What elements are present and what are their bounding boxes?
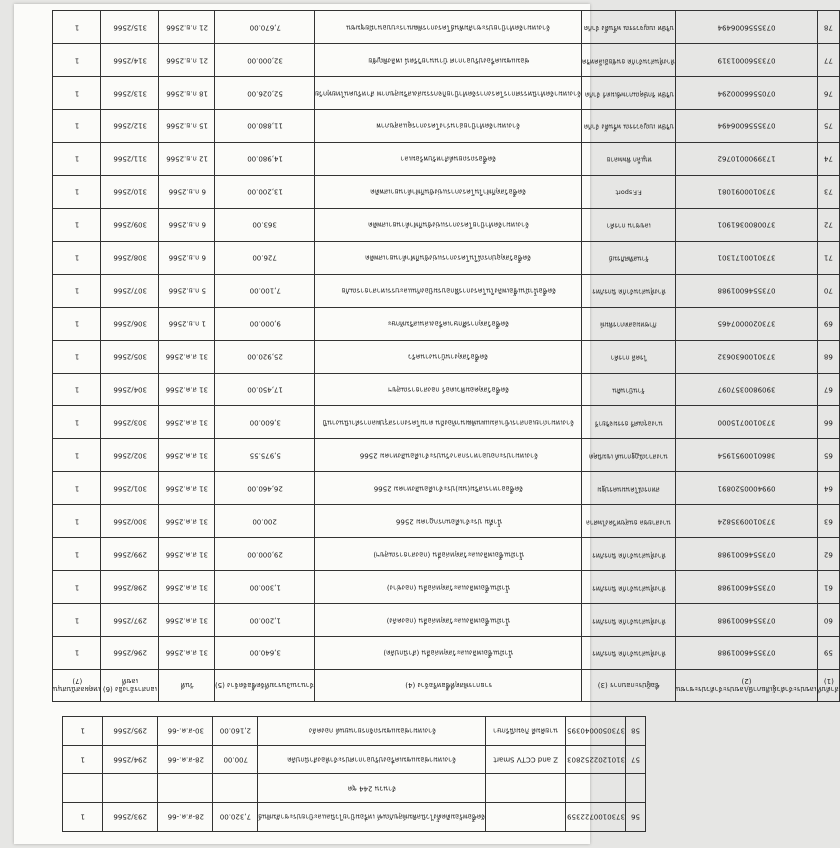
top-field-row-vendor bbox=[486, 717, 566, 832]
cell-amount: 17,450.00 bbox=[215, 373, 315, 406]
top-field-row-item bbox=[258, 717, 486, 832]
cell-vendor: ก๊าซหมอสตการพิมพ์ bbox=[582, 307, 676, 340]
top-cell-reason: 1 bbox=[63, 717, 103, 746]
cell-reason: 1 bbox=[53, 274, 101, 307]
cell-item: จัดซื้อวัสดุงานบ้านงานครัว bbox=[315, 340, 582, 373]
cell-date: 31 ส.ค.2566 bbox=[159, 604, 215, 637]
cell-tax_id: 3730100935824 bbox=[676, 505, 817, 538]
cell-amount: 9,000.00 bbox=[215, 307, 315, 340]
cell-reason: 1 bbox=[53, 77, 101, 110]
continuation-table bbox=[62, 716, 646, 832]
cell-no: 78 bbox=[817, 11, 840, 44]
cell-tax_id: 3700800361901 bbox=[676, 208, 817, 241]
cell-vendor: นางสาวณัฏฐกานต์ เขมนิคุต bbox=[582, 439, 676, 472]
cell-tax_id: 0733560001319 bbox=[676, 44, 817, 77]
cell-tax_id: 3860100951954 bbox=[676, 439, 817, 472]
top-cell-date bbox=[158, 774, 213, 803]
cell-date: 6 ก.ย.2566 bbox=[159, 208, 215, 241]
cell-ref: 314/2566 bbox=[101, 44, 159, 77]
cell-tax_id: 0735546001988 bbox=[676, 274, 817, 307]
top-cell-vendor bbox=[486, 774, 566, 803]
cell-vendor: ห้างหุ้นส่วนจำกัด นิกรภัทร bbox=[582, 538, 676, 571]
cell-item: น้ำมันเชื้อเพลิงและวัสดุหล่อลื่น (กองสาธารณสุขฯ) bbox=[315, 538, 582, 571]
top-cell-date: 30-ส.ค.-66 bbox=[158, 717, 213, 746]
rotated-content bbox=[14, 4, 840, 844]
top-cell-reason: 1 bbox=[63, 745, 103, 774]
cell-date: 1 ก.ย.2566 bbox=[159, 307, 215, 340]
cell-no: 61 bbox=[817, 571, 840, 604]
header-text-vendor: ชื่อผู้ประกอบการ (3) bbox=[597, 681, 660, 690]
procurement-table bbox=[52, 10, 840, 702]
cell-amount: 1,200.00 bbox=[215, 604, 315, 637]
cell-ref: 300/2566 bbox=[101, 505, 159, 538]
cell-ref: 303/2566 bbox=[101, 406, 159, 439]
cell-date: 18 ก.ย.2566 bbox=[159, 77, 215, 110]
cell-item: จัดซื้อวัสดุอุปกรณ์ในโครงการแข่งขันกีฬาต้านยาเสพติด bbox=[315, 241, 582, 274]
cell-item: จ้างเหมาประกอบอาหารกลางวันประจำเดือนสิงหาคม 2566 bbox=[315, 439, 582, 472]
top-cell-amount bbox=[213, 774, 258, 803]
cell-ref: 315/2566 bbox=[101, 11, 159, 44]
cell-ref: 308/2566 bbox=[101, 241, 159, 274]
cell-vendor: นางอรุณศรี ธรรมจริยารี bbox=[582, 406, 676, 439]
cell-amount: 200.00 bbox=[215, 505, 315, 538]
cell-item: จัดซื้อน้ำมันเชื้อเพลิงในโครงการฝึกอบรมป้องกันและบรรเทาสาธารณภัย bbox=[315, 274, 582, 307]
cell-date: 31 ส.ค.2566 bbox=[159, 340, 215, 373]
cell-no: 70 bbox=[817, 274, 840, 307]
cell-reason: 1 bbox=[53, 571, 101, 604]
cell-reason: 1 bbox=[53, 406, 101, 439]
top-cell-date: 28-ส.ค.-66 bbox=[158, 803, 213, 832]
header-vendor bbox=[582, 670, 676, 702]
cell-no: 65 bbox=[817, 439, 840, 472]
cell-item: จัดซื้อวัสดุคอมพิวเตอร์ กองสาธารณสุขฯ bbox=[315, 373, 582, 406]
cell-item: จ้างเหมาจัดทำป้ายประชาสัมพันธ์โครงการพัฒนาระบบอนามัยชุมชน bbox=[315, 11, 582, 44]
cell-date: 5 ก.ย.2566 bbox=[159, 274, 215, 307]
top-cell-item: จ้างเหมาซ่อมแซมเครื่องปรับอากาศประจำห้องสำนักปลัด bbox=[258, 745, 486, 774]
cell-date: 31 ส.ค.2566 bbox=[159, 373, 215, 406]
field-row-ref bbox=[101, 11, 159, 702]
cell-ref: 304/2566 bbox=[101, 373, 159, 406]
cell-date: 12 ก.ย.2566 bbox=[159, 143, 215, 176]
cell-item: จัดซื้อวัสดุกีฬาในโครงการแข่งขันกีฬาต้านยาเสพติด bbox=[315, 175, 582, 208]
cell-ref: 312/2566 bbox=[101, 110, 159, 143]
cell-tax_id: 0705566000294 bbox=[676, 77, 817, 110]
cell-ref: 296/2566 bbox=[101, 637, 159, 670]
field-row-no bbox=[817, 11, 840, 702]
cell-no: 74 bbox=[817, 143, 840, 176]
cell-item: ซ่อมแซมเครื่องปรับอากาศ บ้านนายวิรัตน์ เพลิงพิญชัย bbox=[315, 44, 582, 77]
top-cell-amount: 2,160.00 bbox=[213, 717, 258, 746]
header-no bbox=[817, 670, 840, 702]
cell-no: 69 bbox=[817, 307, 840, 340]
cell-no: 76 bbox=[817, 77, 840, 110]
cell-vendor: ห้างหุ้นส่วนจำกัด นิกรภัทร bbox=[582, 604, 676, 637]
cell-reason: 1 bbox=[53, 472, 101, 505]
field-row-amount bbox=[215, 11, 315, 702]
cell-reason: 1 bbox=[53, 505, 101, 538]
cell-tax_id: 3730100715000 bbox=[676, 406, 817, 439]
cell-reason: 1 bbox=[53, 241, 101, 274]
cell-reason: 1 bbox=[53, 143, 101, 176]
cell-tax_id: 3730200007465 bbox=[676, 307, 817, 340]
cell-amount: 14,980.00 bbox=[215, 143, 315, 176]
top-field-row-no bbox=[626, 717, 646, 832]
cell-item: จัดซื้ออาหารเสริม(นม)ประจำเดือนสิงหาคม 2566 bbox=[315, 472, 582, 505]
header-text-no: ลำดับที่ bbox=[817, 685, 840, 694]
top-field-row-amount bbox=[213, 717, 258, 832]
cell-no: 71 bbox=[817, 241, 840, 274]
top-cell-tax_id: 3730500040395 bbox=[566, 717, 626, 746]
top-cell-tax_id: 3101202252803 bbox=[566, 745, 626, 774]
cell-tax_id: 3730100630632 bbox=[676, 340, 817, 373]
cell-item: น้ำมันเชื้อเพลิงและวัสดุหล่อลื่น (กองคลัง) bbox=[315, 604, 582, 637]
top-cell-item: จัดซื้อพร้อมติดตั้งไวนิลพิมพ์สุขภัณฑ์ เหรื่อมป้ายไวนิลและป้ายประชาสัมพันธ์ bbox=[258, 803, 486, 832]
cell-amount: 3,600.00 bbox=[215, 406, 315, 439]
cell-date: 31 ส.ค.2566 bbox=[159, 439, 215, 472]
top-cell-reason: 1 bbox=[63, 803, 103, 832]
header-reason bbox=[53, 670, 101, 702]
top-cell-item: จ้างเหมาซ่อมแซมรถจักรยานยนต์ กองคลัง bbox=[258, 717, 486, 746]
field-row-tax_id bbox=[676, 11, 817, 702]
field-row-item bbox=[315, 11, 582, 702]
cell-no: 77 bbox=[817, 44, 840, 77]
cell-tax_id: 0735556006494 bbox=[676, 11, 817, 44]
cell-reason: 1 bbox=[53, 373, 101, 406]
cell-reason: 1 bbox=[53, 439, 101, 472]
cell-date: 21 ก.ย.2566 bbox=[159, 11, 215, 44]
header-text-ref: เลขที่ bbox=[121, 677, 138, 686]
header-text-item: รายการพัสดุที่ซื้อหรือจ้าง (4) bbox=[404, 681, 492, 690]
cell-tax_id: 0735546001988 bbox=[676, 571, 817, 604]
cell-date: 31 ส.ค.2566 bbox=[159, 505, 215, 538]
cell-amount: 363.00 bbox=[215, 208, 315, 241]
header-text-reason: เหตุผลสนับสนุน bbox=[53, 685, 101, 694]
cell-vendor: นางสายชล ธนสุขทวีคงไพศาล bbox=[582, 505, 676, 538]
header-text-date: วันที่ bbox=[180, 681, 194, 690]
cell-amount: 7,670.00 bbox=[215, 11, 315, 44]
top-cell-amount: 7,320.00 bbox=[213, 803, 258, 832]
cell-vendor: ห้างหุ้นส่วนจำกัด นิกรภัทร bbox=[582, 274, 676, 307]
cell-date: 31 ส.ค.2566 bbox=[159, 571, 215, 604]
header-text-amount: จำนวนเงินรวมที่จัดซื้อจัดจ้าง (5) bbox=[215, 681, 315, 690]
top-field-row-reason bbox=[63, 717, 103, 832]
cell-ref: 302/2566 bbox=[101, 439, 159, 472]
field-row-vendor bbox=[582, 11, 676, 702]
cell-no: 72 bbox=[817, 208, 840, 241]
cell-date: 31 ส.ค.2566 bbox=[159, 406, 215, 439]
top-cell-ref: 293/2566 bbox=[103, 803, 158, 832]
document-page bbox=[14, 4, 840, 844]
cell-amount: 13,200.00 bbox=[215, 175, 315, 208]
cell-date: 31 ส.ค.2566 bbox=[159, 538, 215, 571]
cell-tax_id: 0735556006494 bbox=[676, 110, 817, 143]
cell-ref: 313/2566 bbox=[101, 77, 159, 110]
cell-date: 21 ก.ย.2566 bbox=[159, 44, 215, 77]
cell-amount: 1,300.00 bbox=[215, 571, 315, 604]
field-row-reason bbox=[53, 11, 101, 702]
cell-tax_id: 3730100171301 bbox=[676, 241, 817, 274]
cell-item: น้ำมันเชื้อเพลิงและวัสดุหล่อลื่น (สำนักปลัด) bbox=[315, 637, 582, 670]
top-cell-no: 56 bbox=[626, 803, 646, 832]
cell-amount: 11,880.00 bbox=[215, 110, 315, 143]
top-field-row-tax_id bbox=[566, 717, 626, 832]
top-field-row-ref bbox=[103, 717, 158, 832]
cell-vendor: บริษัท เบญจวรรณ พริ้นติ้ง จำกัด bbox=[582, 110, 676, 143]
cell-no: 60 bbox=[817, 604, 840, 637]
cell-ref: 301/2566 bbox=[101, 472, 159, 505]
header-item bbox=[315, 670, 582, 702]
top-cell-amount: 700.00 bbox=[213, 745, 258, 774]
header-text-tax_id: (2) bbox=[741, 677, 752, 686]
cell-vendor: ห้างหุ้นส่วนจำกัด ธนชัยอีเล็คทริค bbox=[582, 44, 676, 77]
top-cell-tax_id: 3730100722359 bbox=[566, 803, 626, 832]
top-cell-ref: 295/2566 bbox=[103, 717, 158, 746]
cell-vendor: F.F.sport bbox=[582, 175, 676, 208]
cell-no: 68 bbox=[817, 340, 840, 373]
cell-ref: 299/2566 bbox=[101, 538, 159, 571]
header-text-tax_id: เลขประจำตัวผู้เสียภาษี/เลขประจำตัวประชาชน bbox=[676, 685, 817, 694]
cell-tax_id: 0735546001988 bbox=[676, 604, 817, 637]
cell-date: 31 ส.ค.2566 bbox=[159, 472, 215, 505]
header-text-no: (1) bbox=[823, 677, 834, 686]
cell-ref: 307/2566 bbox=[101, 274, 159, 307]
cell-amount: 25,920.00 bbox=[215, 340, 315, 373]
cell-vendor: ห้างหุ้นส่วนจำกัด นิกรภัทร bbox=[582, 637, 676, 670]
header-tax_id bbox=[676, 670, 817, 702]
cell-item: น้ำดื่ม ประจำเดือนกรกฎาคม 2566 bbox=[315, 505, 582, 538]
cell-date: 6 ก.ย.2566 bbox=[159, 175, 215, 208]
header-ref bbox=[101, 670, 159, 702]
top-cell-tax_id bbox=[566, 774, 626, 803]
cell-amount: 7,100.00 bbox=[215, 274, 315, 307]
cell-no: 59 bbox=[817, 637, 840, 670]
cell-no: 67 bbox=[817, 373, 840, 406]
cell-vendor: บริษัท รักษ์คุณภาพซ์เมตร์ จำกัด bbox=[582, 77, 676, 110]
cell-vendor: บริษัท เบญจวรรณ พริ้นติ้ง จำกัด bbox=[582, 11, 676, 44]
cell-item: จ้างเหมาจัดทำป้ายอ่านร่างโครงการดูแลสุขภาพ bbox=[315, 110, 582, 143]
cell-no: 62 bbox=[817, 538, 840, 571]
top-cell-ref: 294/2566 bbox=[103, 745, 158, 774]
cell-reason: 1 bbox=[53, 604, 101, 637]
cell-tax_id: 1739900010762 bbox=[676, 143, 817, 176]
cell-item: จ้างเหมาจัดทำนิทรรศการโครงการจัดทำป้ายกิจกรรมส่งเสริมสุขภาพ สำหรับคนไทยทุกวัย bbox=[315, 77, 582, 110]
cell-vendor: เลขชาน การค้า bbox=[582, 208, 676, 241]
cell-item: น้ำมันเชื้อเพลิงและวัสดุหล่อลื่น (กองช่าง) bbox=[315, 571, 582, 604]
cell-tax_id: 0994000520891 bbox=[676, 472, 817, 505]
top-cell-reason bbox=[63, 774, 103, 803]
cell-reason: 1 bbox=[53, 307, 101, 340]
cell-ref: 298/2566 bbox=[101, 571, 159, 604]
cell-date: 6 ก.ย.2566 bbox=[159, 241, 215, 274]
cell-amount: 726.00 bbox=[215, 241, 315, 274]
cell-tax_id: 0735546001988 bbox=[676, 637, 817, 670]
cell-tax_id: 0735546001988 bbox=[676, 538, 817, 571]
top-cell-vendor bbox=[486, 803, 566, 832]
cell-no: 73 bbox=[817, 175, 840, 208]
top-field-row-date bbox=[158, 717, 213, 832]
top-cell-no: 58 bbox=[626, 717, 646, 746]
cell-reason: 1 bbox=[53, 175, 101, 208]
cell-item: จัดซื้อวัสดุการศึกษาเครื่องเล่นเสริมทักษะ bbox=[315, 307, 582, 340]
cell-item: จ้างเหมาถ่ายเอกสารเข้าเล่มแผนพัฒนาท้องถิ่น ตามโครงการสรุปผลการดำเนินงานปี bbox=[315, 406, 582, 439]
top-cell-item: จำนวน 244 ชุด bbox=[258, 774, 486, 803]
cell-reason: 1 bbox=[53, 637, 101, 670]
cell-ref: 306/2566 bbox=[101, 307, 159, 340]
cell-no: 75 bbox=[817, 110, 840, 143]
cell-ref: 310/2566 bbox=[101, 175, 159, 208]
cell-vendor: สหกรณ์โคนมนครปฐม bbox=[582, 472, 676, 505]
cell-reason: 1 bbox=[53, 110, 101, 143]
top-cell-vendor: Z and CCTV Smart bbox=[486, 745, 566, 774]
cell-ref: 297/2566 bbox=[101, 604, 159, 637]
top-cell-no: 57 bbox=[626, 745, 646, 774]
cell-vendor: หนูเล็ก พิพพลาย bbox=[582, 143, 676, 176]
cell-amount: 3,640.00 bbox=[215, 637, 315, 670]
cell-date: 31 ส.ค.2566 bbox=[159, 637, 215, 670]
cell-reason: 1 bbox=[53, 538, 101, 571]
top-cell-no bbox=[626, 774, 646, 803]
header-amount bbox=[215, 670, 315, 702]
cell-item: จ้างเหมาจัดทำป้ายโครงการแข่งขันกีฬาต้านยาเสพติด bbox=[315, 208, 582, 241]
cell-vendor: ร้านสทิศภิรมย์ bbox=[582, 241, 676, 274]
cell-ref: 309/2566 bbox=[101, 208, 159, 241]
top-cell-ref bbox=[103, 774, 158, 803]
cell-tax_id: 3730100091081 bbox=[676, 175, 817, 208]
cell-reason: 1 bbox=[53, 11, 101, 44]
cell-amount: 26,460.00 bbox=[215, 472, 315, 505]
cell-vendor: ไรคลี การค้า bbox=[582, 340, 676, 373]
cell-amount: 52,026.00 bbox=[215, 77, 315, 110]
cell-ref: 305/2566 bbox=[101, 340, 159, 373]
cell-amount: 29,000.00 bbox=[215, 538, 315, 571]
cell-amount: 32,000.00 bbox=[215, 44, 315, 77]
cell-reason: 1 bbox=[53, 340, 101, 373]
header-group-ref-doc: เอกสารอ้างอิง (6) bbox=[102, 685, 157, 694]
cell-reason: 1 bbox=[53, 208, 101, 241]
cell-ref: 311/2566 bbox=[101, 143, 159, 176]
header-text-reason: (7) bbox=[71, 677, 82, 686]
cell-reason: 1 bbox=[53, 44, 101, 77]
cell-tax_id: 3909800357097 bbox=[676, 373, 817, 406]
cell-amount: 5,975.55 bbox=[215, 439, 315, 472]
cell-date: 15 ก.ย.2566 bbox=[159, 110, 215, 143]
top-cell-date: 28-ส.ค.-66 bbox=[158, 745, 213, 774]
cell-no: 63 bbox=[817, 505, 840, 538]
cell-item: จัดซื้อรถรถยนต์สำหรับพร้อมเลา bbox=[315, 143, 582, 176]
field-row-date bbox=[159, 11, 215, 702]
cell-vendor: ห้างหุ้นส่วนจำกัด นิกรภัทร bbox=[582, 571, 676, 604]
header-date bbox=[159, 670, 215, 702]
cell-no: 66 bbox=[817, 406, 840, 439]
top-cell-vendor: นายคิมดี กิจมณีรักษา bbox=[486, 717, 566, 746]
cell-no: 64 bbox=[817, 472, 840, 505]
cell-vendor: ร้านบ้านดิน bbox=[582, 373, 676, 406]
